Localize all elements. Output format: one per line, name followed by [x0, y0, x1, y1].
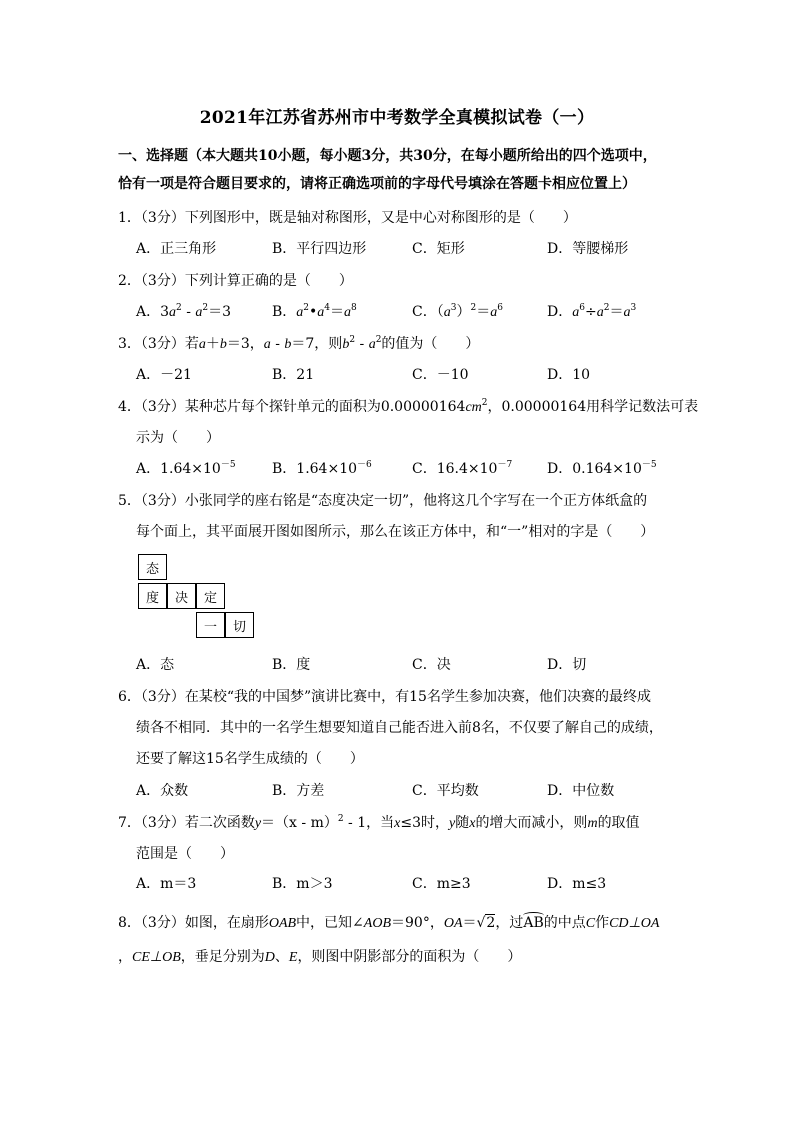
question-6-stem-line-2: 绩各不相同．其中的一名学生想要知道自己能否进入前8名，不仅要了解自己的成绩， [136, 720, 663, 736]
q4-option-c: C．$16.4\times 10^{-7}$ [412, 460, 513, 477]
q3-option-d: D．10 [547, 367, 591, 383]
net-cell-ding: 定 [196, 583, 225, 609]
q5-option-d: D．切 [547, 657, 587, 673]
question-8-stem-line-1: 8．（3分）如图，在扇形OAB中，已知∠AOB＝90°，OA＝√2，过AB的中点C作CD⊥OA [118, 915, 660, 931]
q4-option-b: B．$1.64\times 10^{-6}$ [272, 460, 372, 477]
question-7-stem-line-1: 7．（3分）若二次函数y＝（x - m）$^2$ - 1，当x≤3时，y随x的增大而减小，则m的取值 [118, 814, 640, 831]
arc-ab: AB [523, 915, 544, 931]
net-cell-yi: 一 [196, 612, 225, 638]
question-6-stem-line-3: 还要了解这15名学生成绩的（ ） [136, 751, 364, 767]
exam-title: 2021年江苏省苏州市中考数学全真模拟试卷（一） [199, 108, 595, 128]
q7-option-d: D．m≤3 [547, 876, 607, 892]
q6-option-d: D．中位数 [547, 783, 615, 799]
q7-option-c: C．m≥3 [412, 876, 471, 892]
question-7-stem-line-2: 范围是（ ） [136, 846, 234, 862]
q4-option-d: D．$0.164\times 10^{-5}$ [547, 460, 657, 477]
q2-option-d: D．$a^6\div a^2=a^3$ [547, 303, 637, 320]
q1-option-d: D．等腰梯形 [547, 241, 629, 257]
section-line-1: 一、选择题（本大题共10小题，每小题3分，共30分，在每小题所给出的四个选项中， [118, 148, 657, 164]
q4-option-a: A．$1.64\times 10^{-5}$ [136, 460, 236, 477]
q5-option-c: C．决 [412, 657, 451, 673]
section-line-2: 恰有一项是符合题目要求的，请将正确选项前的字母代号填涂在答题卡相应位置上） [118, 176, 636, 192]
question-2-stem: 2．（3分）下列计算正确的是（ ） [118, 273, 353, 289]
net-cell-qie: 切 [225, 612, 254, 638]
q5-option-a: A．态 [136, 657, 175, 673]
q5-option-b: B．度 [272, 657, 311, 673]
question-4-stem-line-1: 4．（3分）某种芯片每个探针单元的面积为$0.00000164cm^2$，0.00000164用科学记数法可表 [118, 398, 699, 415]
q6-option-a: A．众数 [136, 783, 189, 799]
q3-option-a: A．－21 [136, 367, 192, 383]
question-4-stem-line-2: 示为（ ） [136, 430, 220, 446]
q3-option-c: C．－10 [412, 367, 469, 383]
q3-option-b: B．21 [272, 367, 315, 383]
q6-option-b: B．方差 [272, 783, 325, 799]
q2-option-a: A．$3a^2 - a^2=3$ [136, 303, 232, 320]
q2-option-b: B．$a^2•a^4=a^8$ [272, 303, 357, 320]
question-6-stem-line-1: 6．（3分）在某校“我的中国梦”演讲比赛中，有15名学生参加决赛，他们决赛的最终成 [118, 689, 651, 705]
question-1-stem: 1．（3分）下列图形中，既是轴对称图形，又是中心对称图形的是（ ） [118, 210, 577, 226]
question-5-stem-line-2: 每个面上，其平面展开图如图所示，那么在该正方体中，和“一”相对的字是（ ） [136, 524, 655, 540]
q1-option-c: C．矩形 [412, 241, 465, 257]
sqrt-symbol: √2 [476, 915, 496, 931]
net-cell-du: 度 [138, 583, 167, 609]
q7-option-a: A．m＝3 [136, 876, 197, 892]
q7-option-b: B．m＞3 [272, 876, 333, 892]
q2-option-c: C．$(a^3)^2=a^6$ [412, 303, 503, 320]
question-5-stem-line-1: 5．（3分）小张同学的座右铭是“态度决定一切”，他将这几个字写在一个正方体纸盒的 [118, 493, 648, 509]
section-instructions [118, 142, 688, 198]
net-cell-tai: 态 [138, 554, 167, 580]
net-cell-jue: 决 [167, 583, 196, 609]
question-8-stem-line-2: ，CE⊥OB，垂足分别为D、E，则图中阴影部分的面积为（ ） [118, 949, 522, 965]
q1-option-b: B．平行四边形 [272, 241, 367, 257]
q6-option-c: C．平均数 [412, 783, 479, 799]
q1-option-a: A．正三角形 [136, 241, 217, 257]
question-3-stem: 3．（3分）若a＋b＝3，a - b＝7，则$b^2 - a^2$的值为（ ） [118, 335, 480, 352]
